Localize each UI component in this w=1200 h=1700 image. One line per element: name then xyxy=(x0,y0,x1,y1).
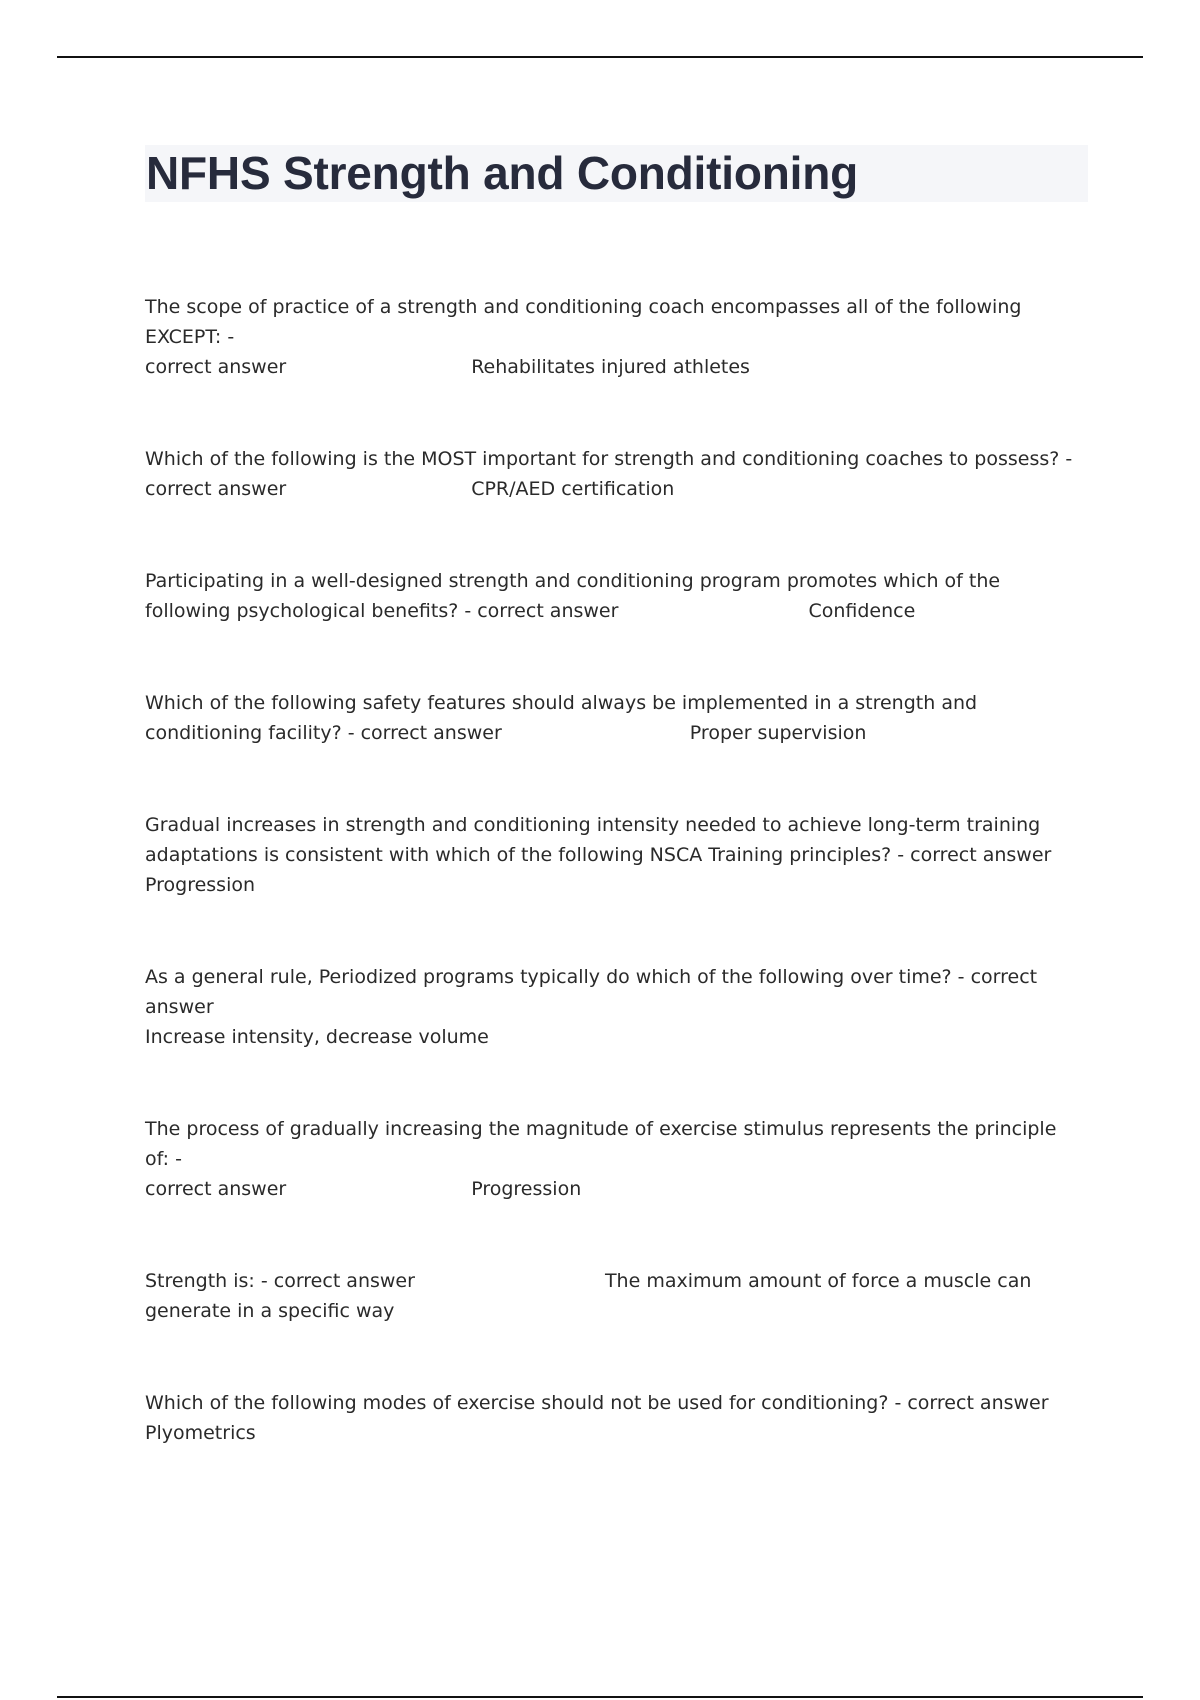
answer-text: Confidence xyxy=(808,600,916,622)
answer-label: correct answer xyxy=(145,1178,287,1200)
question-text: Which of the following safety features should always be implemented in a strength and conditioning facility? - correct answer xyxy=(145,692,978,744)
question-text: Strength is: - correct answer xyxy=(145,1270,415,1292)
question-text: As a general rule, Periodized programs typically do which of the following over time? - correct answer xyxy=(145,966,1038,1018)
qa-item xyxy=(145,962,1085,1052)
qa-item xyxy=(145,292,1085,382)
question-text: Which of the following is the MOST important for strength and conditioning coaches to possess? - xyxy=(145,448,1073,470)
question-text: Which of the following modes of exercise should not be used for conditioning? - correct answer xyxy=(145,1392,1049,1414)
bottom-rule xyxy=(57,1696,1143,1698)
qa-item xyxy=(145,810,1085,900)
document-title: NFHS Strength and Conditioning xyxy=(146,147,859,199)
answer-label: correct answer xyxy=(145,478,287,500)
answer-text: Proper supervision xyxy=(689,722,867,744)
qa-item xyxy=(145,444,1085,504)
question-text: The scope of practice of a strength and conditioning coach encompasses all of the following EXCEPT: - xyxy=(145,296,1022,348)
qa-item xyxy=(145,566,1085,626)
answer-text: Progression xyxy=(145,874,256,896)
qa-item xyxy=(145,1114,1085,1204)
question-text: Gradual increases in strength and conditioning intensity needed to achieve long-term training adaptations is consistent with which of the following NSCA Training principles? - correct answer xyxy=(145,814,1052,866)
top-rule xyxy=(57,56,1143,58)
answer-text: Progression xyxy=(471,1178,582,1200)
qa-item xyxy=(145,1388,1085,1448)
answer-text: CPR/AED certification xyxy=(471,478,675,500)
answer-text: Plyometrics xyxy=(145,1422,256,1444)
qa-item xyxy=(145,688,1085,748)
qa-list xyxy=(145,292,1085,1510)
question-text: Participating in a well-designed strength and conditioning program promotes which of the following psychological benefits? - correct answer xyxy=(145,570,1001,622)
answer-text: Rehabilitates injured athletes xyxy=(471,356,750,378)
answer-text: Increase intensity, decrease volume xyxy=(145,1026,489,1048)
answer-text: The maximum amount of force a muscle can generate in a specific way xyxy=(145,1270,1032,1322)
answer-label: correct answer xyxy=(145,356,287,378)
qa-item xyxy=(145,1266,1085,1326)
question-text: The process of gradually increasing the magnitude of exercise stimulus represents the principle of: - xyxy=(145,1118,1057,1170)
